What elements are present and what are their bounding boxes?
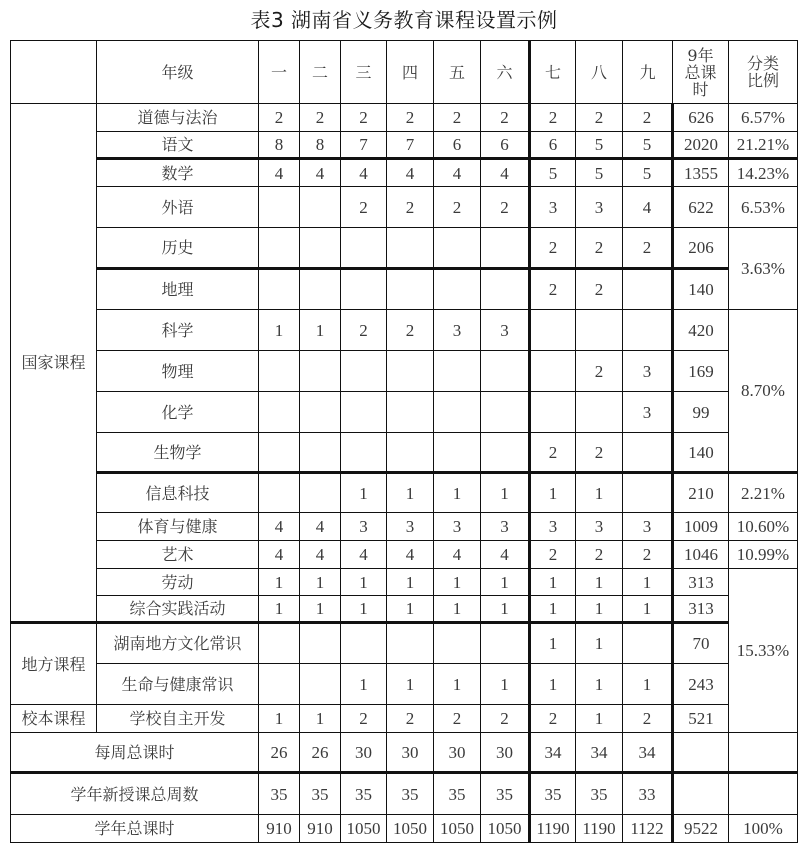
weekly-hours: 1: [530, 596, 576, 623]
weekly-hours: 1: [259, 310, 300, 351]
weekly-hours: [259, 433, 300, 473]
table-row: [11, 159, 798, 187]
weekly-hours: [623, 623, 673, 664]
weekly-hours: 1: [530, 569, 576, 596]
weekly-hours: 6: [434, 132, 481, 159]
weekly-hours: [259, 473, 300, 513]
weekly-hours: 4: [259, 159, 300, 187]
weekly-hours: 5: [623, 159, 673, 187]
category-ratio: 21.21%: [729, 132, 798, 159]
weekly-hours: 1: [387, 473, 434, 513]
category-ratio: 14.23%: [729, 159, 798, 187]
weekly-hours: 1: [530, 473, 576, 513]
weekly-hours: [387, 433, 434, 473]
curriculum-table: [10, 40, 798, 843]
weekly-hours: 1: [341, 569, 387, 596]
summary-ratio: [729, 733, 798, 773]
table-row: [11, 513, 798, 541]
summary-row: [11, 733, 798, 773]
subject-name: 综合实践活动: [97, 596, 259, 623]
weekly-hours: [481, 392, 530, 433]
weekly-hours: [481, 351, 530, 392]
weekly-hours: 1: [300, 310, 341, 351]
weekly-hours: [300, 473, 341, 513]
weekly-hours: 3: [623, 513, 673, 541]
weekly-hours: [530, 310, 576, 351]
weekly-hours: 1: [481, 473, 530, 513]
weekly-hours: 4: [341, 159, 387, 187]
table-row: [11, 596, 798, 623]
weekly-hours: [300, 433, 341, 473]
weekly-hours: 1: [530, 623, 576, 664]
weekly-hours: [259, 623, 300, 664]
total-header: 9年总课时: [673, 41, 729, 104]
weekly-hours: 1: [434, 664, 481, 705]
weekly-hours: 2: [576, 351, 623, 392]
nine-year-total: 1009: [673, 513, 729, 541]
summary-value: 35: [341, 773, 387, 815]
weekly-hours: 3: [481, 513, 530, 541]
ratio-header: 分类比例: [729, 41, 798, 104]
table-row: [11, 104, 798, 132]
weekly-hours: 2: [576, 104, 623, 132]
weekly-hours: [300, 187, 341, 228]
subject-name: 语文: [97, 132, 259, 159]
category-ratio: 10.60%: [729, 513, 798, 541]
weekly-hours: 8: [300, 132, 341, 159]
weekly-hours: 1: [300, 569, 341, 596]
nine-year-total: 70: [673, 623, 729, 664]
table-row: [11, 187, 798, 228]
grade-header: 九: [623, 41, 673, 104]
weekly-hours: 2: [341, 187, 387, 228]
weekly-hours: [341, 351, 387, 392]
weekly-hours: [300, 269, 341, 310]
nine-year-total: 140: [673, 433, 729, 473]
category-ratio: 6.57%: [729, 104, 798, 132]
weekly-hours: 1: [623, 596, 673, 623]
summary-value: 30: [481, 733, 530, 773]
nine-year-total: 140: [673, 269, 729, 310]
category-ratio: 2.21%: [729, 473, 798, 513]
weekly-hours: [300, 351, 341, 392]
weekly-hours: 1: [387, 664, 434, 705]
summary-value: 30: [341, 733, 387, 773]
weekly-hours: 2: [387, 705, 434, 733]
weekly-hours: 4: [481, 541, 530, 569]
weekly-hours: 4: [300, 513, 341, 541]
summary-value: 910: [300, 815, 341, 843]
summary-value: 34: [576, 733, 623, 773]
summary-label: 每周总课时: [11, 733, 259, 773]
weekly-hours: 2: [434, 187, 481, 228]
weekly-hours: 7: [387, 132, 434, 159]
weekly-hours: [300, 664, 341, 705]
weekly-hours: 4: [434, 159, 481, 187]
grade-header: 三: [341, 41, 387, 104]
category-ratio: 6.53%: [729, 187, 798, 228]
summary-value: 35: [259, 773, 300, 815]
subject-name: 地理: [97, 269, 259, 310]
weekly-hours: 1: [341, 473, 387, 513]
weekly-hours: [341, 228, 387, 269]
summary-value: 1190: [530, 815, 576, 843]
weekly-hours: 1: [481, 596, 530, 623]
weekly-hours: 2: [387, 187, 434, 228]
weekly-hours: [434, 351, 481, 392]
weekly-hours: 3: [623, 392, 673, 433]
weekly-hours: [341, 392, 387, 433]
weekly-hours: 2: [481, 104, 530, 132]
weekly-hours: [300, 623, 341, 664]
weekly-hours: [481, 228, 530, 269]
weekly-hours: [300, 228, 341, 269]
weekly-hours: 4: [259, 541, 300, 569]
weekly-hours: 1: [576, 596, 623, 623]
weekly-hours: 1: [300, 596, 341, 623]
weekly-hours: [623, 433, 673, 473]
subject-name: 艺术: [97, 541, 259, 569]
subject-name: 外语: [97, 187, 259, 228]
weekly-hours: 1: [623, 569, 673, 596]
nine-year-total: 206: [673, 228, 729, 269]
summary-value: 1122: [623, 815, 673, 843]
corner-cell: [11, 41, 97, 104]
summary-total: [673, 773, 729, 815]
weekly-hours: 6: [530, 132, 576, 159]
weekly-hours: 3: [530, 513, 576, 541]
weekly-hours: [530, 351, 576, 392]
weekly-hours: 4: [300, 541, 341, 569]
summary-value: 1050: [481, 815, 530, 843]
weekly-hours: 1: [530, 664, 576, 705]
subject-name: 学校自主开发: [97, 705, 259, 733]
weekly-hours: 6: [481, 132, 530, 159]
weekly-hours: 2: [530, 104, 576, 132]
category-ratio: 10.99%: [729, 541, 798, 569]
weekly-hours: 2: [576, 541, 623, 569]
weekly-hours: 1: [481, 664, 530, 705]
group-school: 校本课程: [11, 705, 97, 733]
weekly-hours: 2: [530, 541, 576, 569]
weekly-hours: [481, 623, 530, 664]
summary-ratio: [729, 773, 798, 815]
weekly-hours: [481, 433, 530, 473]
subject-name: 化学: [97, 392, 259, 433]
weekly-hours: [623, 473, 673, 513]
weekly-hours: 1: [300, 705, 341, 733]
weekly-hours: [623, 269, 673, 310]
weekly-hours: [530, 392, 576, 433]
weekly-hours: 7: [341, 132, 387, 159]
summary-row: [11, 815, 798, 843]
weekly-hours: 1: [576, 473, 623, 513]
summary-total: 9522: [673, 815, 729, 843]
weekly-hours: [341, 623, 387, 664]
summary-value: 30: [434, 733, 481, 773]
weekly-hours: 1: [387, 596, 434, 623]
subject-name: 体育与健康: [97, 513, 259, 541]
nine-year-total: 626: [673, 104, 729, 132]
weekly-hours: 3: [387, 513, 434, 541]
nine-year-total: 521: [673, 705, 729, 733]
weekly-hours: 2: [623, 541, 673, 569]
weekly-hours: 3: [530, 187, 576, 228]
subject-name: 数学: [97, 159, 259, 187]
weekly-hours: 2: [387, 104, 434, 132]
table-row: [11, 541, 798, 569]
weekly-hours: 1: [434, 596, 481, 623]
subject-name: 生物学: [97, 433, 259, 473]
table-row: [11, 392, 798, 433]
weekly-hours: 2: [387, 310, 434, 351]
grade-label: 年级: [97, 41, 259, 104]
summary-value: 35: [481, 773, 530, 815]
grade-header: 四: [387, 41, 434, 104]
weekly-hours: 4: [300, 159, 341, 187]
summary-value: 35: [576, 773, 623, 815]
group-national: 国家课程: [11, 104, 97, 623]
weekly-hours: 4: [387, 159, 434, 187]
weekly-hours: 1: [341, 596, 387, 623]
weekly-hours: [434, 392, 481, 433]
category-ratio: 3.63%: [729, 228, 798, 310]
weekly-hours: 4: [481, 159, 530, 187]
weekly-hours: 5: [576, 159, 623, 187]
weekly-hours: 3: [576, 187, 623, 228]
table-row: [11, 433, 798, 473]
weekly-hours: 2: [530, 705, 576, 733]
weekly-hours: 2: [530, 269, 576, 310]
weekly-hours: 3: [434, 310, 481, 351]
weekly-hours: 8: [259, 132, 300, 159]
weekly-hours: 4: [434, 541, 481, 569]
weekly-hours: [387, 392, 434, 433]
weekly-hours: 1: [259, 569, 300, 596]
table-row: [11, 705, 798, 733]
grade-header: 七: [530, 41, 576, 104]
weekly-hours: [259, 187, 300, 228]
summary-value: 1050: [341, 815, 387, 843]
weekly-hours: 4: [259, 513, 300, 541]
weekly-hours: [259, 228, 300, 269]
weekly-hours: [434, 228, 481, 269]
weekly-hours: 1: [576, 569, 623, 596]
weekly-hours: 1: [576, 664, 623, 705]
nine-year-total: 622: [673, 187, 729, 228]
weekly-hours: 1: [387, 569, 434, 596]
weekly-hours: [434, 269, 481, 310]
summary-value: 35: [434, 773, 481, 815]
summary-value: 1050: [434, 815, 481, 843]
weekly-hours: 2: [300, 104, 341, 132]
category-ratio: 8.70%: [729, 310, 798, 473]
weekly-hours: 2: [341, 104, 387, 132]
subject-name: 湖南地方文化常识: [97, 623, 259, 664]
weekly-hours: 3: [481, 310, 530, 351]
subject-name: 劳动: [97, 569, 259, 596]
table-row: [11, 623, 798, 664]
weekly-hours: 2: [576, 433, 623, 473]
weekly-hours: 4: [341, 541, 387, 569]
weekly-hours: 2: [623, 228, 673, 269]
nine-year-total: 169: [673, 351, 729, 392]
summary-total: [673, 733, 729, 773]
weekly-hours: [434, 623, 481, 664]
weekly-hours: [387, 228, 434, 269]
table-row: [11, 269, 798, 310]
summary-value: 910: [259, 815, 300, 843]
weekly-hours: 1: [341, 664, 387, 705]
table-row: [11, 132, 798, 159]
weekly-hours: 4: [387, 541, 434, 569]
weekly-hours: [576, 392, 623, 433]
grade-header: 八: [576, 41, 623, 104]
group-local: 地方课程: [11, 623, 97, 705]
weekly-hours: [623, 310, 673, 351]
table-row: [11, 664, 798, 705]
nine-year-total: 243: [673, 664, 729, 705]
weekly-hours: 1: [259, 596, 300, 623]
weekly-hours: 1: [481, 569, 530, 596]
weekly-hours: 2: [481, 705, 530, 733]
subject-name: 科学: [97, 310, 259, 351]
subject-name: 生命与健康常识: [97, 664, 259, 705]
weekly-hours: [576, 310, 623, 351]
weekly-hours: 4: [623, 187, 673, 228]
summary-value: 30: [387, 733, 434, 773]
weekly-hours: 3: [434, 513, 481, 541]
grade-header: 二: [300, 41, 341, 104]
summary-label: 学年总课时: [11, 815, 259, 843]
nine-year-total: 420: [673, 310, 729, 351]
weekly-hours: 1: [623, 664, 673, 705]
subject-name: 历史: [97, 228, 259, 269]
weekly-hours: 5: [576, 132, 623, 159]
weekly-hours: [300, 392, 341, 433]
summary-value: 35: [530, 773, 576, 815]
weekly-hours: 1: [434, 569, 481, 596]
nine-year-total: 2020: [673, 132, 729, 159]
weekly-hours: 1: [259, 705, 300, 733]
weekly-hours: 2: [530, 228, 576, 269]
grade-header: 五: [434, 41, 481, 104]
nine-year-total: 1046: [673, 541, 729, 569]
weekly-hours: 1: [576, 705, 623, 733]
summary-value: 35: [300, 773, 341, 815]
weekly-hours: 2: [259, 104, 300, 132]
weekly-hours: 2: [576, 228, 623, 269]
category-ratio: 15.33%: [729, 569, 798, 733]
weekly-hours: [387, 269, 434, 310]
weekly-hours: 1: [576, 623, 623, 664]
weekly-hours: 2: [481, 187, 530, 228]
summary-value: 34: [530, 733, 576, 773]
weekly-hours: 5: [530, 159, 576, 187]
weekly-hours: 5: [623, 132, 673, 159]
weekly-hours: [259, 392, 300, 433]
weekly-hours: 2: [530, 433, 576, 473]
summary-ratio: 100%: [729, 815, 798, 843]
summary-value: 35: [387, 773, 434, 815]
weekly-hours: 3: [341, 513, 387, 541]
nine-year-total: 313: [673, 596, 729, 623]
nine-year-total: 210: [673, 473, 729, 513]
summary-value: 33: [623, 773, 673, 815]
grade-header: 一: [259, 41, 300, 104]
summary-value: 34: [623, 733, 673, 773]
weekly-hours: 2: [623, 104, 673, 132]
weekly-hours: 3: [576, 513, 623, 541]
summary-value: 26: [300, 733, 341, 773]
grade-header: 六: [481, 41, 530, 104]
nine-year-total: 1355: [673, 159, 729, 187]
table-row: [11, 310, 798, 351]
summary-value: 26: [259, 733, 300, 773]
weekly-hours: [259, 269, 300, 310]
summary-value: 1190: [576, 815, 623, 843]
weekly-hours: [434, 433, 481, 473]
subject-name: 物理: [97, 351, 259, 392]
weekly-hours: 2: [434, 104, 481, 132]
weekly-hours: 3: [623, 351, 673, 392]
subject-name: 信息科技: [97, 473, 259, 513]
weekly-hours: 2: [341, 310, 387, 351]
table-row: [11, 569, 798, 596]
table-title: 表3 湖南省义务教育课程设置示例: [250, 8, 558, 32]
weekly-hours: 1: [434, 473, 481, 513]
summary-row: [11, 773, 798, 815]
nine-year-total: 313: [673, 569, 729, 596]
subject-name: 道德与法治: [97, 104, 259, 132]
weekly-hours: [341, 269, 387, 310]
weekly-hours: 2: [341, 705, 387, 733]
weekly-hours: [259, 664, 300, 705]
weekly-hours: 2: [434, 705, 481, 733]
table-row: [11, 228, 798, 269]
weekly-hours: [481, 269, 530, 310]
weekly-hours: [387, 623, 434, 664]
summary-value: 1050: [387, 815, 434, 843]
table-row: [11, 351, 798, 392]
weekly-hours: 2: [576, 269, 623, 310]
weekly-hours: [341, 433, 387, 473]
weekly-hours: [259, 351, 300, 392]
weekly-hours: [387, 351, 434, 392]
table-row: [11, 473, 798, 513]
nine-year-total: 99: [673, 392, 729, 433]
summary-label: 学年新授课总周数: [11, 773, 259, 815]
weekly-hours: 2: [623, 705, 673, 733]
